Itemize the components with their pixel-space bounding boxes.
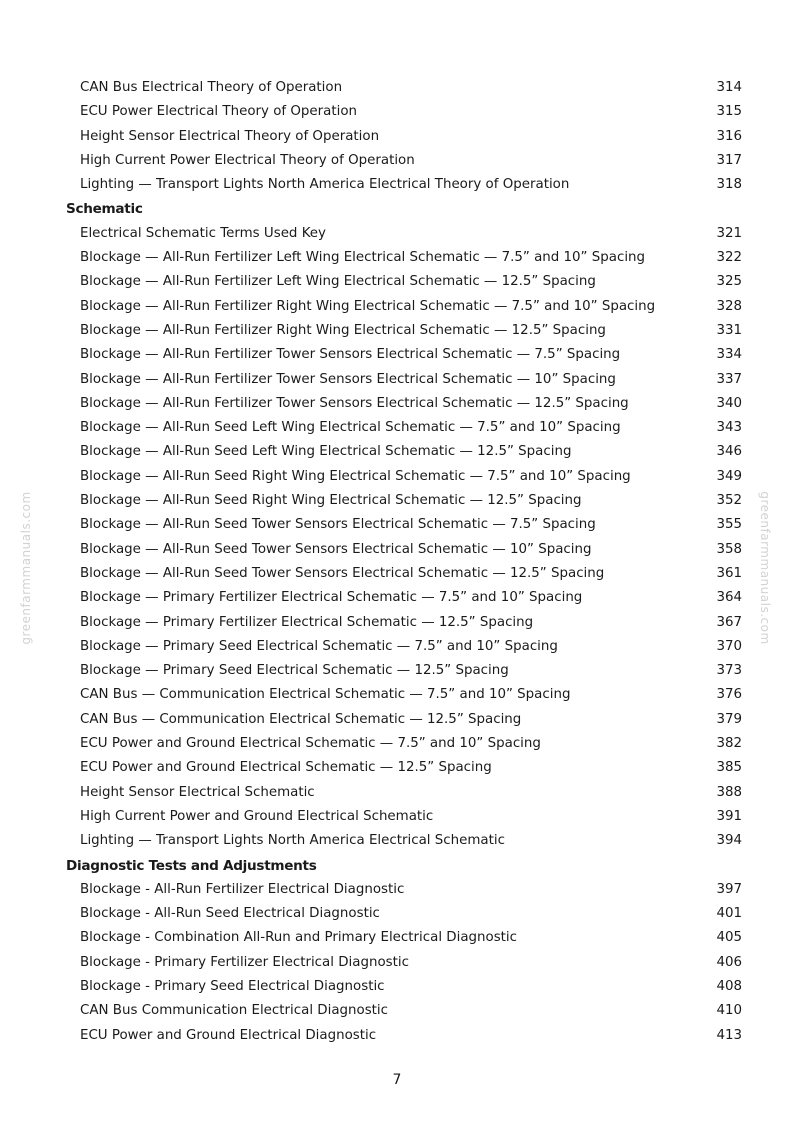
toc-entry-title: Blockage — All-Run Fertilizer Right Wing Electrical Schematic — 7.5” and 10” Spacing [80,298,656,314]
toc-entry-title: Blockage - Primary Seed Electrical Diagnostic [80,978,385,994]
toc-entry[interactable] [0,100,794,124]
toc-entry-title: Blockage — Primary Fertilizer Electrical Schematic — 12.5” Spacing [80,614,534,630]
toc-entry[interactable] [0,829,794,853]
toc-entry-page-number: 317 [716,152,742,168]
toc-entry[interactable] [0,756,794,780]
toc-entry-page-number: 346 [716,444,742,460]
toc-entry-title: Blockage — Primary Fertilizer Electrical Schematic — 7.5” and 10” Spacing [80,590,583,606]
toc-entry-title: Blockage — All-Run Seed Left Wing Electrical Schematic — 12.5” Spacing [80,444,572,460]
toc-entry-page-number: 367 [716,614,742,630]
toc-entry-page-number: 314 [716,80,742,95]
toc-entry[interactable] [0,173,794,197]
toc-entry-title: Height Sensor Electrical Schematic [80,784,315,800]
toc-entry-title: ECU Power and Ground Electrical Schematic — 7.5” and 10” Spacing [80,736,541,752]
toc-entry-page-number: 315 [716,104,742,120]
toc-entry-page-number: 397 [716,881,742,897]
toc-section-title: Diagnostic Tests and Adjustments [66,857,317,874]
toc-entry-page-number: 343 [716,420,742,436]
toc-entry-title: Blockage - Combination All-Run and Primary Electrical Diagnostic [80,930,518,946]
toc-entry-title: High Current Power Electrical Theory of Operation [80,152,415,168]
toc-entry-page-number: 328 [716,298,742,314]
table-of-contents [0,76,794,1048]
toc-entry[interactable] [0,149,794,173]
toc-entry-title: Lighting — Transport Lights North America Electrical Theory of Operation [80,177,570,193]
toc-entry-page-number: 401 [716,906,742,922]
toc-entry-page-number: 331 [716,322,742,338]
toc-entry-title: CAN Bus — Communication Electrical Schematic — 7.5” and 10” Spacing [80,687,571,703]
toc-entry[interactable] [0,295,794,319]
toc-entry-title: Blockage — All-Run Fertilizer Left Wing Electrical Schematic — 7.5” and 10” Spacing [80,250,646,266]
toc-entry[interactable] [0,319,794,343]
toc-entry-title: Blockage — All-Run Fertilizer Tower Sensors Electrical Schematic — 10” Spacing [80,371,616,387]
toc-entry-page-number: 394 [716,833,742,849]
toc-entry-title: Electrical Schematic Terms Used Key [80,225,326,241]
toc-entry-title: Blockage — All-Run Seed Right Wing Electrical Schematic — 7.5” and 10” Spacing [80,468,631,484]
toc-entry-page-number: 352 [716,493,742,509]
toc-entry[interactable] [0,611,794,635]
toc-entry-title: Blockage - All-Run Fertilizer Electrical Diagnostic [80,881,405,897]
toc-entry-title: Blockage — All-Run Seed Tower Sensors Electrical Schematic — 12.5” Spacing [80,565,605,581]
toc-entry[interactable] [0,538,794,562]
toc-entry-page-number: 385 [716,760,742,776]
toc-entry[interactable] [0,805,794,829]
toc-entry[interactable] [0,586,794,610]
toc-entry-title: CAN Bus — Communication Electrical Schematic — 12.5” Spacing [80,711,522,727]
toc-entry-page-number: 321 [716,225,742,241]
toc-entry[interactable] [0,222,794,246]
toc-entry[interactable] [0,562,794,586]
toc-entry-title: Blockage — All-Run Fertilizer Tower Sensors Electrical Schematic — 7.5” Spacing [80,347,621,363]
toc-section-heading [0,197,794,221]
toc-entry-title: ECU Power and Ground Electrical Diagnostic [80,1027,377,1043]
toc-entry-title: Blockage — All-Run Seed Right Wing Electrical Schematic — 12.5” Spacing [80,493,582,509]
toc-section-title: Schematic [66,201,143,218]
toc-entry[interactable] [0,975,794,999]
toc-entry-title: High Current Power and Ground Electrical Schematic [80,808,434,824]
toc-entry[interactable] [0,1024,794,1048]
toc-entry[interactable] [0,270,794,294]
toc-entry[interactable] [0,878,794,902]
toc-entry[interactable] [0,125,794,149]
toc-entry[interactable] [0,708,794,732]
toc-entry[interactable] [0,683,794,707]
watermark-right: greenfarmmanuals.com [758,491,772,645]
toc-entry[interactable] [0,392,794,416]
toc-entry-page-number: 410 [716,1003,742,1019]
toc-entry-page-number: 337 [716,371,742,387]
toc-entry[interactable] [0,416,794,440]
toc-entry[interactable] [0,343,794,367]
toc-entry-title: Blockage - Primary Fertilizer Electrical Diagnostic [80,954,409,970]
toc-entry-title: Blockage — Primary Seed Electrical Schematic — 7.5” and 10” Spacing [80,638,558,654]
toc-entry-page-number: 364 [716,590,742,606]
toc-entry-page-number: 358 [716,541,742,557]
toc-entry-title: Blockage — All-Run Seed Tower Sensors Electrical Schematic — 7.5” Spacing [80,517,596,533]
toc-entry[interactable] [0,76,794,100]
toc-entry-title: Blockage — All-Run Fertilizer Right Wing Electrical Schematic — 12.5” Spacing [80,322,606,338]
toc-entry-title: Blockage — All-Run Seed Left Wing Electrical Schematic — 7.5” and 10” Spacing [80,420,621,436]
toc-entry-page-number: 379 [716,711,742,727]
toc-entry[interactable] [0,635,794,659]
toc-entry-page-number: 316 [716,128,742,144]
toc-entry[interactable] [0,781,794,805]
toc-entry-title: ECU Power and Ground Electrical Schematic — 12.5” Spacing [80,760,492,776]
toc-entry-page-number: 325 [716,274,742,290]
toc-entry[interactable] [0,732,794,756]
toc-entry-page-number: 340 [716,395,742,411]
toc-entry-page-number: 413 [716,1027,742,1043]
toc-entry[interactable] [0,440,794,464]
toc-entry[interactable] [0,926,794,950]
toc-entry[interactable] [0,951,794,975]
toc-entry-title: Blockage - All-Run Seed Electrical Diagnostic [80,906,380,922]
toc-entry-title: CAN Bus Electrical Theory of Operation [80,80,343,95]
toc-entry-page-number: 334 [716,347,742,363]
toc-entry-title: Lighting — Transport Lights North America Electrical Schematic [80,833,505,849]
toc-entry-page-number: 318 [716,177,742,193]
toc-entry-page-number: 406 [716,954,742,970]
toc-entry-title: CAN Bus Communication Electrical Diagnostic [80,1003,389,1019]
toc-entry-page-number: 373 [716,663,742,679]
toc-entry-page-number: 361 [716,565,742,581]
toc-entry[interactable] [0,465,794,489]
toc-entry-page-number: 355 [716,517,742,533]
toc-entry-title: Height Sensor Electrical Theory of Operation [80,128,380,144]
toc-entry-page-number: 370 [716,638,742,654]
toc-entry-title: ECU Power Electrical Theory of Operation [80,104,357,120]
toc-entry-title: Blockage — All-Run Fertilizer Left Wing Electrical Schematic — 12.5” Spacing [80,274,596,290]
toc-entry[interactable] [0,513,794,537]
toc-entry-title: Blockage — All-Run Fertilizer Tower Sensors Electrical Schematic — 12.5” Spacing [80,395,629,411]
toc-section-heading [0,854,794,878]
toc-entry-page-number: 405 [716,930,742,946]
watermark-left: greenfarmmanuals.com [19,491,33,645]
toc-entry-title: Blockage — All-Run Seed Tower Sensors Electrical Schematic — 10” Spacing [80,541,592,557]
toc-entry-page-number: 388 [716,784,742,800]
toc-entry[interactable] [0,489,794,513]
toc-entry-page-number: 408 [716,978,742,994]
toc-entry-page-number: 376 [716,687,742,703]
toc-entry[interactable] [0,902,794,926]
toc-entry-title: Blockage — Primary Seed Electrical Schematic — 12.5” Spacing [80,663,509,679]
toc-entry-page-number: 349 [716,468,742,484]
toc-entry-page-number: 322 [716,250,742,266]
page-number: 7 [392,1072,402,1088]
toc-entry-page-number: 382 [716,736,742,752]
toc-entry[interactable] [0,999,794,1023]
toc-entry[interactable] [0,368,794,392]
toc-entry[interactable] [0,246,794,270]
toc-entry[interactable] [0,659,794,683]
toc-entry-page-number: 391 [716,808,742,824]
